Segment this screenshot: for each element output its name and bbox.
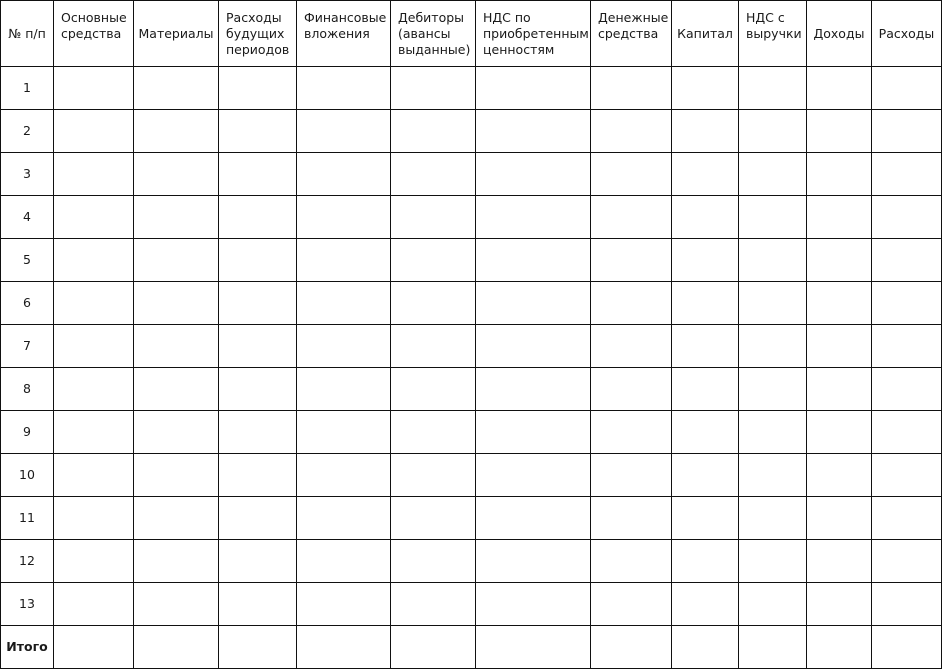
table-cell[interactable]	[219, 153, 297, 196]
table-cell[interactable]	[134, 196, 219, 239]
table-cell[interactable]	[134, 454, 219, 497]
table-cell[interactable]	[739, 497, 807, 540]
table-cell[interactable]	[872, 626, 942, 669]
row-number: 12	[1, 540, 54, 583]
table-cell[interactable]	[297, 239, 391, 282]
row-number: 7	[1, 325, 54, 368]
total-label: Итого	[1, 626, 54, 669]
table-cell[interactable]	[219, 325, 297, 368]
table-cell[interactable]	[391, 497, 476, 540]
table-body	[1, 67, 942, 669]
table-cell[interactable]	[739, 626, 807, 669]
total-row	[1, 626, 942, 669]
table-cell[interactable]	[391, 583, 476, 626]
table-cell[interactable]	[54, 454, 134, 497]
table-row	[1, 282, 942, 325]
table-cell[interactable]	[476, 368, 591, 411]
row-number: 13	[1, 583, 54, 626]
table-cell[interactable]	[591, 67, 672, 110]
table-cell[interactable]	[134, 626, 219, 669]
table-row	[1, 368, 942, 411]
table-cell[interactable]	[872, 583, 942, 626]
table-cell[interactable]	[391, 411, 476, 454]
table-cell[interactable]	[739, 583, 807, 626]
table-cell[interactable]	[54, 411, 134, 454]
table-row	[1, 583, 942, 626]
table-cell[interactable]	[391, 153, 476, 196]
table-cell[interactable]	[391, 368, 476, 411]
table-row	[1, 67, 942, 110]
table-cell[interactable]	[219, 239, 297, 282]
table-cell[interactable]	[134, 67, 219, 110]
table-cell[interactable]	[476, 196, 591, 239]
table-cell[interactable]	[872, 282, 942, 325]
table-cell[interactable]	[807, 583, 872, 626]
table-cell[interactable]	[134, 583, 219, 626]
table-cell[interactable]	[807, 411, 872, 454]
table-cell[interactable]	[54, 110, 134, 153]
table-cell[interactable]	[672, 325, 739, 368]
table-cell[interactable]	[872, 153, 942, 196]
row-number: 6	[1, 282, 54, 325]
table-cell[interactable]	[872, 325, 942, 368]
table-cell[interactable]	[739, 196, 807, 239]
table-cell[interactable]	[476, 67, 591, 110]
table-cell[interactable]	[872, 454, 942, 497]
table-cell[interactable]	[739, 325, 807, 368]
table-cell[interactable]	[54, 282, 134, 325]
table-cell[interactable]	[807, 325, 872, 368]
table-cell[interactable]	[297, 497, 391, 540]
table-cell[interactable]	[672, 497, 739, 540]
table-row	[1, 454, 942, 497]
table-cell[interactable]	[807, 368, 872, 411]
table-cell[interactable]	[54, 239, 134, 282]
table-cell[interactable]	[739, 239, 807, 282]
table-cell[interactable]	[219, 411, 297, 454]
table-cell[interactable]	[672, 626, 739, 669]
table-cell[interactable]	[476, 540, 591, 583]
header-cash: Денежные средства	[591, 1, 672, 67]
table-cell[interactable]	[872, 110, 942, 153]
table-cell[interactable]	[297, 411, 391, 454]
table-cell[interactable]	[297, 626, 391, 669]
table-cell[interactable]	[591, 110, 672, 153]
table-cell[interactable]	[672, 282, 739, 325]
table-cell[interactable]	[54, 153, 134, 196]
table-cell[interactable]	[872, 368, 942, 411]
table-cell[interactable]	[807, 497, 872, 540]
table-cell[interactable]	[672, 153, 739, 196]
table-cell[interactable]	[739, 110, 807, 153]
table-cell[interactable]	[134, 368, 219, 411]
table-cell[interactable]	[591, 239, 672, 282]
table-cell[interactable]	[739, 411, 807, 454]
table-cell[interactable]	[872, 67, 942, 110]
table-cell[interactable]	[54, 325, 134, 368]
table-cell[interactable]	[807, 540, 872, 583]
table-cell[interactable]	[591, 454, 672, 497]
table-cell[interactable]	[297, 67, 391, 110]
table-cell[interactable]	[134, 110, 219, 153]
table-cell[interactable]	[219, 282, 297, 325]
table-cell[interactable]	[219, 540, 297, 583]
table-cell[interactable]	[591, 325, 672, 368]
table-cell[interactable]	[672, 540, 739, 583]
table-cell[interactable]	[54, 67, 134, 110]
table-cell[interactable]	[476, 454, 591, 497]
table-cell[interactable]	[476, 153, 591, 196]
header-fixed-assets: Основные средства	[54, 1, 134, 67]
table-cell[interactable]	[476, 239, 591, 282]
table-cell[interactable]	[219, 196, 297, 239]
table-cell[interactable]	[591, 497, 672, 540]
table-cell[interactable]	[872, 411, 942, 454]
table-cell[interactable]	[297, 368, 391, 411]
table-cell[interactable]	[807, 454, 872, 497]
table-cell[interactable]	[476, 411, 591, 454]
table-cell[interactable]	[476, 325, 591, 368]
table-row	[1, 540, 942, 583]
table-cell[interactable]	[872, 239, 942, 282]
table-cell[interactable]	[297, 282, 391, 325]
table-cell[interactable]	[672, 411, 739, 454]
header-financial-investments: Финансовые вложения	[297, 1, 391, 67]
table-cell[interactable]	[591, 282, 672, 325]
table-cell[interactable]	[134, 239, 219, 282]
row-number: 11	[1, 497, 54, 540]
table-cell[interactable]	[219, 454, 297, 497]
table-row	[1, 497, 942, 540]
table-cell[interactable]	[391, 282, 476, 325]
table-cell[interactable]	[672, 583, 739, 626]
table-cell[interactable]	[591, 540, 672, 583]
header-deferred-expenses: Расходы будущих периодов	[219, 1, 297, 67]
table-cell[interactable]	[391, 67, 476, 110]
table-cell[interactable]	[591, 411, 672, 454]
table-cell[interactable]	[219, 368, 297, 411]
table-cell[interactable]	[591, 626, 672, 669]
table-row	[1, 196, 942, 239]
table-cell[interactable]	[134, 282, 219, 325]
table-cell[interactable]	[872, 196, 942, 239]
table-cell[interactable]	[672, 110, 739, 153]
row-number: 4	[1, 196, 54, 239]
table-cell[interactable]	[54, 540, 134, 583]
table-cell[interactable]	[219, 626, 297, 669]
table-cell[interactable]	[391, 540, 476, 583]
table-cell[interactable]	[672, 196, 739, 239]
table-cell[interactable]	[807, 196, 872, 239]
header-expenses: Расходы	[872, 1, 942, 67]
header-materials: Материалы	[134, 1, 219, 67]
table-cell[interactable]	[391, 454, 476, 497]
table-row	[1, 411, 942, 454]
table-cell[interactable]	[807, 153, 872, 196]
row-number: 2	[1, 110, 54, 153]
row-number: 3	[1, 153, 54, 196]
table-cell[interactable]	[739, 368, 807, 411]
table-cell[interactable]	[219, 67, 297, 110]
table-cell[interactable]	[476, 583, 591, 626]
table-cell[interactable]	[591, 196, 672, 239]
table-cell[interactable]	[391, 325, 476, 368]
header-row	[1, 1, 942, 67]
row-number: 5	[1, 239, 54, 282]
table-cell[interactable]	[807, 67, 872, 110]
row-number: 9	[1, 411, 54, 454]
table-row	[1, 239, 942, 282]
table-cell[interactable]	[872, 497, 942, 540]
table-cell[interactable]	[54, 497, 134, 540]
table-cell[interactable]	[807, 282, 872, 325]
table-cell[interactable]	[739, 454, 807, 497]
table-cell[interactable]	[297, 325, 391, 368]
header-vat-acquired: НДС по приобретенным ценностям	[476, 1, 591, 67]
table-cell[interactable]	[591, 153, 672, 196]
table-cell[interactable]	[297, 153, 391, 196]
table-cell[interactable]	[134, 153, 219, 196]
table-cell[interactable]	[219, 497, 297, 540]
table-cell[interactable]	[739, 67, 807, 110]
table-cell[interactable]	[297, 454, 391, 497]
table-cell[interactable]	[476, 626, 591, 669]
table-cell[interactable]	[297, 196, 391, 239]
table-cell[interactable]	[134, 497, 219, 540]
table-cell[interactable]	[54, 583, 134, 626]
table-cell[interactable]	[739, 282, 807, 325]
table-cell[interactable]	[739, 153, 807, 196]
table-cell[interactable]	[476, 110, 591, 153]
table-cell[interactable]	[672, 67, 739, 110]
table-cell[interactable]	[591, 583, 672, 626]
header-number: № п/п	[1, 1, 54, 67]
table-cell[interactable]	[297, 110, 391, 153]
table-cell[interactable]	[591, 368, 672, 411]
table-cell[interactable]	[672, 368, 739, 411]
table-cell[interactable]	[297, 583, 391, 626]
table-cell[interactable]	[134, 325, 219, 368]
table-cell[interactable]	[391, 239, 476, 282]
header-capital: Капитал	[672, 1, 739, 67]
table-cell[interactable]	[739, 540, 807, 583]
table-cell[interactable]	[219, 583, 297, 626]
table-cell[interactable]	[54, 196, 134, 239]
table-cell[interactable]	[391, 196, 476, 239]
table-cell[interactable]	[872, 540, 942, 583]
table-cell[interactable]	[54, 626, 134, 669]
table-row	[1, 325, 942, 368]
row-number: 1	[1, 67, 54, 110]
table-cell[interactable]	[476, 497, 591, 540]
table-cell[interactable]	[672, 239, 739, 282]
row-number: 10	[1, 454, 54, 497]
table-row	[1, 110, 942, 153]
table-cell[interactable]	[297, 540, 391, 583]
row-number: 8	[1, 368, 54, 411]
header-income: Доходы	[807, 1, 872, 67]
table-cell[interactable]	[219, 110, 297, 153]
header-debtors: Дебиторы (авансы выданные)	[391, 1, 476, 67]
table-cell[interactable]	[807, 110, 872, 153]
table-cell[interactable]	[807, 239, 872, 282]
table-cell[interactable]	[54, 368, 134, 411]
table-cell[interactable]	[476, 282, 591, 325]
table-cell[interactable]	[672, 454, 739, 497]
header-vat-revenue: НДС с выручки	[739, 1, 807, 67]
table-cell[interactable]	[134, 411, 219, 454]
table-cell[interactable]	[134, 540, 219, 583]
table-row	[1, 153, 942, 196]
table-cell[interactable]	[807, 626, 872, 669]
table-cell[interactable]	[391, 626, 476, 669]
table-cell[interactable]	[391, 110, 476, 153]
